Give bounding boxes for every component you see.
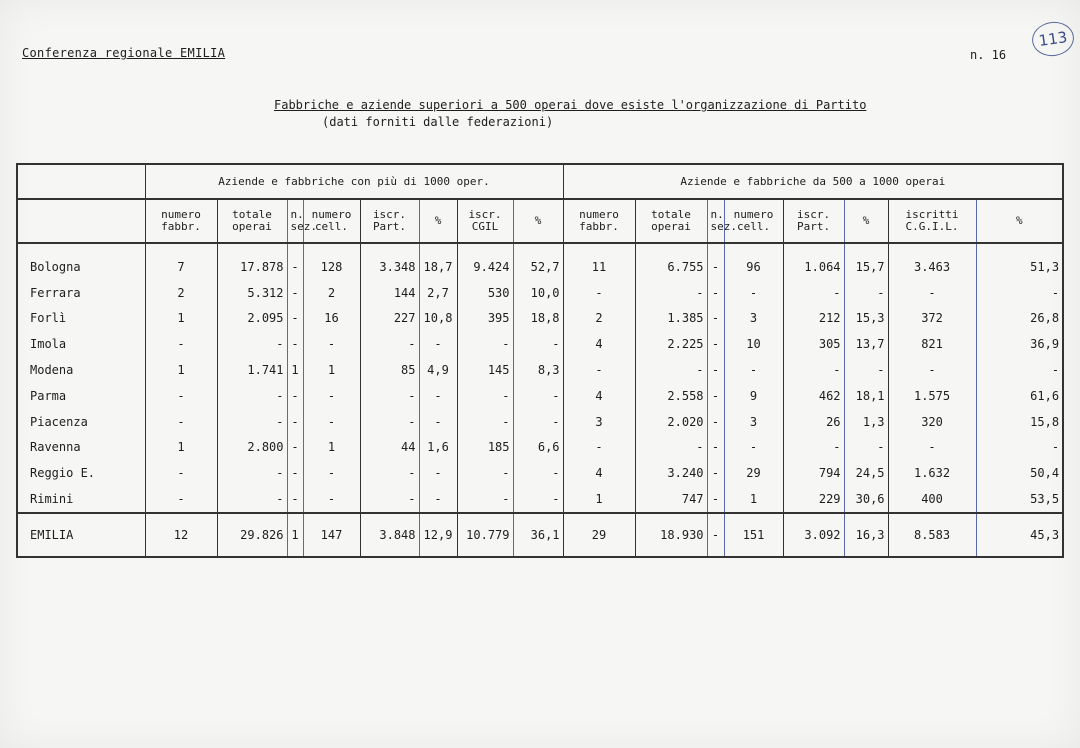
cell: 16,3 — [844, 513, 888, 557]
cell: - — [457, 460, 513, 486]
cell: - — [783, 357, 844, 383]
cell: - — [976, 435, 1063, 461]
cell: - — [707, 513, 724, 557]
province-name: Forlì — [17, 306, 145, 332]
cell: 320 — [888, 409, 976, 435]
cell: - — [360, 486, 419, 513]
cell: - — [287, 306, 303, 332]
cell: - — [513, 486, 563, 513]
cell: 1 — [145, 357, 217, 383]
cell: - — [145, 486, 217, 513]
cell: - — [707, 306, 724, 332]
cell: 44 — [360, 435, 419, 461]
cell: 1,3 — [844, 409, 888, 435]
cell: 2.800 — [217, 435, 287, 461]
cell: - — [563, 280, 635, 306]
cell: 395 — [457, 306, 513, 332]
cell: - — [844, 357, 888, 383]
cell: 3 — [724, 409, 783, 435]
cell: 8,3 — [513, 357, 563, 383]
cell: 1 — [145, 306, 217, 332]
cell: - — [217, 331, 287, 357]
cell: 1 — [563, 486, 635, 513]
total-row — [17, 513, 1063, 557]
cell: - — [457, 486, 513, 513]
cell: - — [635, 435, 707, 461]
cell: - — [783, 435, 844, 461]
cell: - — [513, 331, 563, 357]
table-row — [17, 409, 1063, 435]
cell: - — [145, 460, 217, 486]
cell: - — [724, 357, 783, 383]
cell: - — [303, 409, 360, 435]
cell: - — [707, 435, 724, 461]
cell: 3.240 — [635, 460, 707, 486]
cell: - — [976, 357, 1063, 383]
cell: 1,6 — [419, 435, 457, 461]
cell: 1.064 — [783, 243, 844, 280]
cell: - — [217, 460, 287, 486]
cell: 1 — [303, 357, 360, 383]
cell: 10,8 — [419, 306, 457, 332]
cell: 400 — [888, 486, 976, 513]
cell: - — [360, 383, 419, 409]
cell: - — [635, 280, 707, 306]
cell: - — [707, 460, 724, 486]
cell: 4 — [563, 331, 635, 357]
column-header: iscritti C.G.I.L. — [888, 199, 976, 243]
cell: 2 — [563, 306, 635, 332]
cell: 530 — [457, 280, 513, 306]
cell: 18,8 — [513, 306, 563, 332]
cell: - — [888, 357, 976, 383]
table-row — [17, 435, 1063, 461]
cell: 3 — [563, 409, 635, 435]
cell: 145 — [457, 357, 513, 383]
province-name: Modena — [17, 357, 145, 383]
cell: - — [457, 409, 513, 435]
province-name: Ravenna — [17, 435, 145, 461]
cell: 3.092 — [783, 513, 844, 557]
cell: 794 — [783, 460, 844, 486]
cell: - — [145, 331, 217, 357]
table-row — [17, 331, 1063, 357]
header-province — [17, 199, 145, 243]
cell: 45,3 — [976, 513, 1063, 557]
cell: 1 — [287, 513, 303, 557]
cell: 9.424 — [457, 243, 513, 280]
cell: 30,6 — [844, 486, 888, 513]
cell: 151 — [724, 513, 783, 557]
cell: 1 — [145, 435, 217, 461]
cell: 10.779 — [457, 513, 513, 557]
cell: - — [217, 486, 287, 513]
cell: 1 — [724, 486, 783, 513]
cell: 85 — [360, 357, 419, 383]
cell: 29 — [724, 460, 783, 486]
cell: 128 — [303, 243, 360, 280]
cell: - — [513, 383, 563, 409]
cell: 26 — [783, 409, 844, 435]
cell: 51,3 — [976, 243, 1063, 280]
cell: 747 — [635, 486, 707, 513]
cell: - — [419, 409, 457, 435]
cell: - — [563, 435, 635, 461]
cell: - — [419, 331, 457, 357]
cell: - — [287, 243, 303, 280]
cell: 12,9 — [419, 513, 457, 557]
cell: - — [145, 409, 217, 435]
cell: 4 — [563, 383, 635, 409]
cell: 29.826 — [217, 513, 287, 557]
cell: - — [419, 460, 457, 486]
cell: 10 — [724, 331, 783, 357]
cell: - — [844, 280, 888, 306]
cell: 26,8 — [976, 306, 1063, 332]
header-corner — [17, 164, 145, 199]
cell: - — [419, 486, 457, 513]
cell: - — [303, 383, 360, 409]
table-row — [17, 486, 1063, 513]
cell: 11 — [563, 243, 635, 280]
cell: 18,7 — [419, 243, 457, 280]
column-header: n. sez. — [707, 199, 724, 243]
column-header: numero fabbr. — [563, 199, 635, 243]
column-header: % — [976, 199, 1063, 243]
cell: 3.463 — [888, 243, 976, 280]
table-row — [17, 383, 1063, 409]
cell: - — [707, 243, 724, 280]
cell: 36,9 — [976, 331, 1063, 357]
cell: 2.020 — [635, 409, 707, 435]
table-title: Fabbriche e aziende superiori a 500 operai dove esiste l'organizzazione di Partito — [274, 98, 867, 112]
cell: 229 — [783, 486, 844, 513]
cell: 17.878 — [217, 243, 287, 280]
cell: - — [217, 409, 287, 435]
cell: 29 — [563, 513, 635, 557]
cell: - — [457, 383, 513, 409]
archive-stamp-number: 113 — [1030, 19, 1076, 59]
cell: 372 — [888, 306, 976, 332]
cell: 9 — [724, 383, 783, 409]
province-name: Piacenza — [17, 409, 145, 435]
cell: 2,7 — [419, 280, 457, 306]
cell: 3.848 — [360, 513, 419, 557]
cell: 15,7 — [844, 243, 888, 280]
column-header: % — [419, 199, 457, 243]
cell: 4 — [563, 460, 635, 486]
cell: 144 — [360, 280, 419, 306]
province-name: Reggio E. — [17, 460, 145, 486]
cell: 4,9 — [419, 357, 457, 383]
cell: 24,5 — [844, 460, 888, 486]
column-header: n. sez. — [287, 199, 303, 243]
cell: - — [287, 435, 303, 461]
column-header: iscr. Part. — [360, 199, 419, 243]
cell: - — [724, 280, 783, 306]
cell: 227 — [360, 306, 419, 332]
cell: - — [707, 357, 724, 383]
cell: - — [563, 357, 635, 383]
cell: - — [360, 409, 419, 435]
cell: 12 — [145, 513, 217, 557]
cell: 53,5 — [976, 486, 1063, 513]
cell: - — [783, 280, 844, 306]
cell: 212 — [783, 306, 844, 332]
cell: 1 — [303, 435, 360, 461]
cell: 1.575 — [888, 383, 976, 409]
cell: - — [303, 460, 360, 486]
cell: - — [844, 435, 888, 461]
cell: 3 — [724, 306, 783, 332]
cell: - — [287, 409, 303, 435]
cell: - — [707, 280, 724, 306]
cell: - — [419, 383, 457, 409]
cell: 462 — [783, 383, 844, 409]
table-row — [17, 280, 1063, 306]
table-subtitle: (dati forniti dalle federazioni) — [322, 115, 554, 129]
cell: 1 — [287, 357, 303, 383]
cell: 2.558 — [635, 383, 707, 409]
cell: - — [707, 383, 724, 409]
cell: 7 — [145, 243, 217, 280]
cell: - — [287, 383, 303, 409]
cell: - — [303, 331, 360, 357]
cell: 36,1 — [513, 513, 563, 557]
cell: - — [457, 331, 513, 357]
cell: 96 — [724, 243, 783, 280]
table-row — [17, 306, 1063, 332]
cell: 821 — [888, 331, 976, 357]
cell: - — [217, 383, 287, 409]
province-name: Bologna — [17, 243, 145, 280]
column-header: iscr. Part. — [783, 199, 844, 243]
column-header: iscr. CGIL — [457, 199, 513, 243]
cell: - — [707, 409, 724, 435]
cell: 1.385 — [635, 306, 707, 332]
table-row — [17, 460, 1063, 486]
cell: 6.755 — [635, 243, 707, 280]
group-header-over-1000: Aziende e fabbriche con più di 1000 oper. — [145, 164, 563, 199]
table-row — [17, 243, 1063, 280]
cell: - — [888, 280, 976, 306]
cell: - — [287, 280, 303, 306]
cell: - — [287, 460, 303, 486]
column-header: totale operai — [217, 199, 287, 243]
province-name: Rimini — [17, 486, 145, 513]
cell: 52,7 — [513, 243, 563, 280]
cell: - — [360, 331, 419, 357]
cell: - — [145, 383, 217, 409]
cell: - — [513, 460, 563, 486]
cell: - — [707, 486, 724, 513]
conference-title: Conferenza regionale EMILIA — [22, 46, 226, 60]
cell: - — [707, 331, 724, 357]
cell: - — [724, 435, 783, 461]
column-header: numero cell. — [303, 199, 360, 243]
cell: 147 — [303, 513, 360, 557]
cell: 15,3 — [844, 306, 888, 332]
column-header: numero fabbr. — [145, 199, 217, 243]
cell: 2 — [145, 280, 217, 306]
cell: 185 — [457, 435, 513, 461]
cell: - — [888, 435, 976, 461]
column-header: % — [844, 199, 888, 243]
cell: - — [360, 460, 419, 486]
cell: - — [303, 486, 360, 513]
cell: 10,0 — [513, 280, 563, 306]
cell: 13,7 — [844, 331, 888, 357]
cell: - — [287, 331, 303, 357]
province-name: Ferrara — [17, 280, 145, 306]
cell: 18,1 — [844, 383, 888, 409]
cell: 15,8 — [976, 409, 1063, 435]
cell: 16 — [303, 306, 360, 332]
cell: 2 — [303, 280, 360, 306]
cell: - — [287, 486, 303, 513]
cell: - — [513, 409, 563, 435]
column-header: totale operai — [635, 199, 707, 243]
cell: 3.348 — [360, 243, 419, 280]
cell: - — [635, 357, 707, 383]
cell: 50,4 — [976, 460, 1063, 486]
cell: 5.312 — [217, 280, 287, 306]
province-name: Imola — [17, 331, 145, 357]
cell: 8.583 — [888, 513, 976, 557]
cell: 1.632 — [888, 460, 976, 486]
page-number: n. 16 — [970, 48, 1007, 62]
cell: 2.225 — [635, 331, 707, 357]
factories-table — [16, 163, 1064, 558]
cell: 1.741 — [217, 357, 287, 383]
column-header: % — [513, 199, 563, 243]
column-header: numero cell. — [724, 199, 783, 243]
cell: 61,6 — [976, 383, 1063, 409]
cell: - — [976, 280, 1063, 306]
cell: 18.930 — [635, 513, 707, 557]
cell: 2.095 — [217, 306, 287, 332]
province-name: Parma — [17, 383, 145, 409]
province-name: EMILIA — [17, 513, 145, 557]
table-row — [17, 357, 1063, 383]
cell: 305 — [783, 331, 844, 357]
cell: 6,6 — [513, 435, 563, 461]
group-header-500-1000: Aziende e fabbriche da 500 a 1000 operai — [563, 164, 1063, 199]
